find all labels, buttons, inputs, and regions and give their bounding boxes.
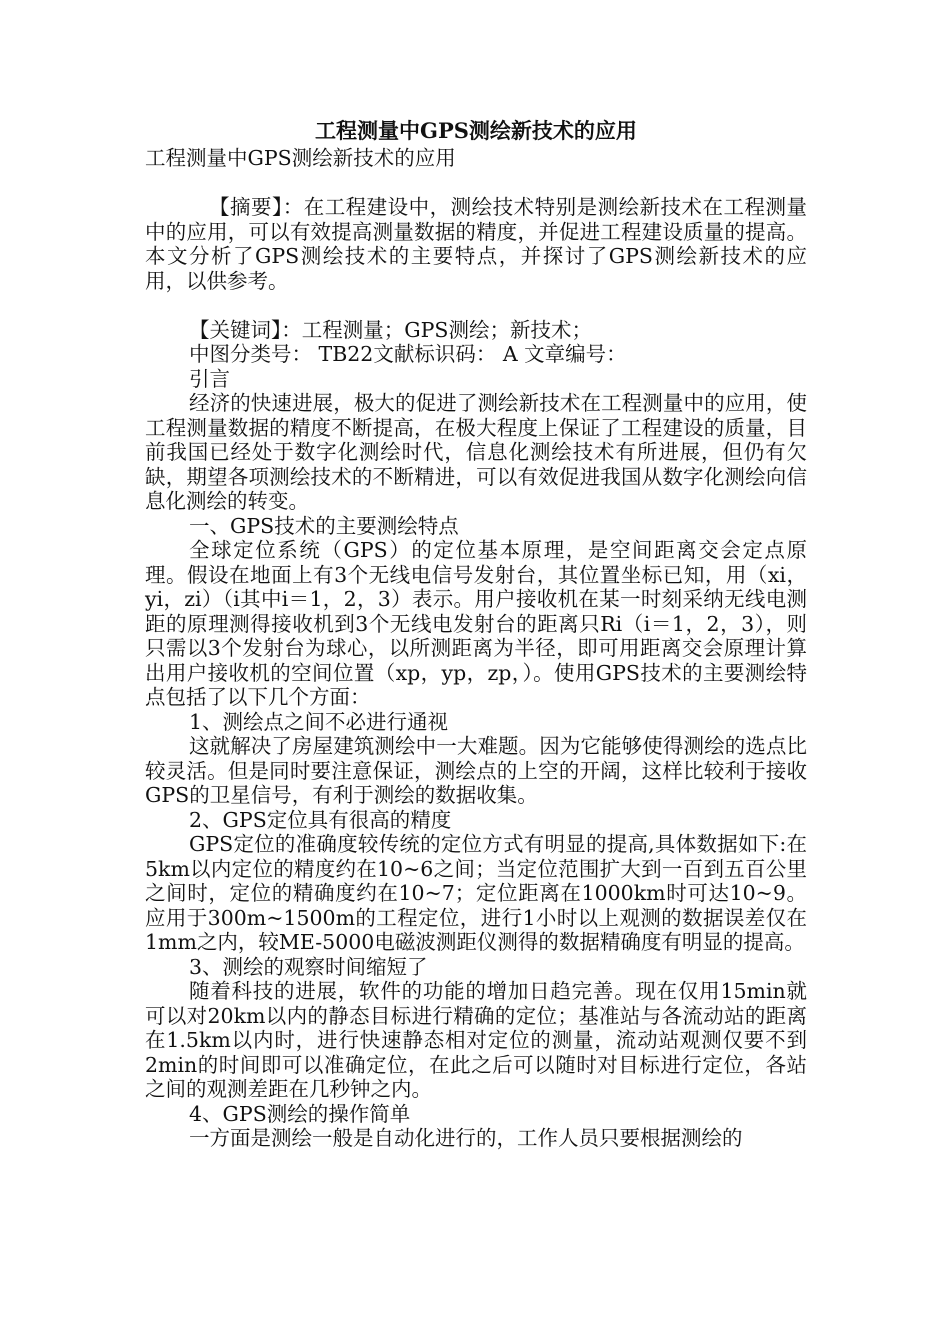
section1-paragraph: 全球定位系统（GPS）的定位基本原理，是空间距离交会定点原理。假设在地面上有3个无线电信号发射台，其位置坐标已知，用（xi，yi，zi）（i其中i＝1，2，3）表示。用户接收机在某一时刻采纳无线电测距的原理测得接收机到3个无线电发射台的距离只Ri（i＝1，2，3），则只需以3个发射台为球心，以所测距离为半径，即可用距离交会原理计算出用户接收机的空间位置（xp，yp，zp，）。使用GPS技术的主要测绘特点包括了以下几个方面： <box>145 538 807 709</box>
intro-heading: 引言 <box>189 366 230 391</box>
point2-paragraph: GPS定位的准确度较传统的定位方式有明显的提高,具体数据如下:在5km以内定位的精度约在10~6之间；当定位范围扩大到一百到五百公里之间时，定位的精确度约在10~7；定位距离在1000km时可达10~9。应用于300m~1500m的工程定位，进行1小时以上观测的数据误差仅在1mm之内，较ME-5000电磁波测距仪测得的数据精确度有明显的提高。 <box>145 832 807 954</box>
section1-heading: 一、GPS技术的主要测绘特点 <box>189 513 459 538</box>
keywords-line: 【关键词】：工程测量；GPS测绘；新技术； <box>189 317 592 342</box>
point4-paragraph: 一方面是测绘一般是自动化进行的，工作人员只要根据测绘的 <box>189 1126 743 1150</box>
document-subtitle: 工程测量中GPS测绘新技术的应用 <box>145 146 456 170</box>
spacer <box>145 171 807 196</box>
point4-heading: 4、GPS测绘的操作简单 <box>189 1101 411 1126</box>
point3-heading: 3、测绘的观察时间缩短了 <box>189 954 428 979</box>
point1-heading: 1、测绘点之间不必进行通视 <box>189 709 449 734</box>
abstract-paragraph: 【摘要】：在工程建设中，测绘技术特别是测绘新技术在工程测量中的应用，可以有效提高测量数据的精度，并促进工程建设质量的提高。本文分析了GPS测绘技术的主要特点，并探讨了GPS测绘新技术的应用，以供参考。 <box>145 195 807 293</box>
spacer <box>145 293 807 318</box>
classification-line: 中图分类号： TB22文献标识码： A 文章编号： <box>189 342 627 366</box>
document-title: 工程测量中GPS测绘新技术的应用 <box>315 118 637 143</box>
document-page <box>145 118 807 1151</box>
point3-paragraph: 随着科技的进展，软件的功能的增加日趋完善。现在仅用15min就可以对20km以内的静态目标进行精确的定位；基准站与各流动站的距离在1.5km以内时，进行快速静态相对定位的测量，流动站观测仅要不到2min的时间即可以准确定位，在此之后可以随时对目标进行定位，各站之间的观测差距在几秒钟之内。 <box>145 979 807 1101</box>
point1-paragraph: 这就解决了房屋建筑测绘中一大难题。因为它能够使得测绘的选点比较灵活。但是同时要注意保证，测绘点的上空的开阔，这样比较利于接收GPS的卫星信号，有利于测绘的数据收集。 <box>145 734 807 807</box>
intro-paragraph: 经济的快速进展，极大的促进了测绘新技术在工程测量中的应用，使工程测量数据的精度不断提高，在极大程度上保证了工程建设的质量，目前我国已经处于数字化测绘时代，信息化测绘技术有所进展，但仍有欠缺，期望各项测绘技术的不断精进，可以有效促进我国从数字化测绘向信息化测绘的转变。 <box>145 391 807 513</box>
point2-heading: 2、GPS定位具有很高的精度 <box>189 807 452 832</box>
